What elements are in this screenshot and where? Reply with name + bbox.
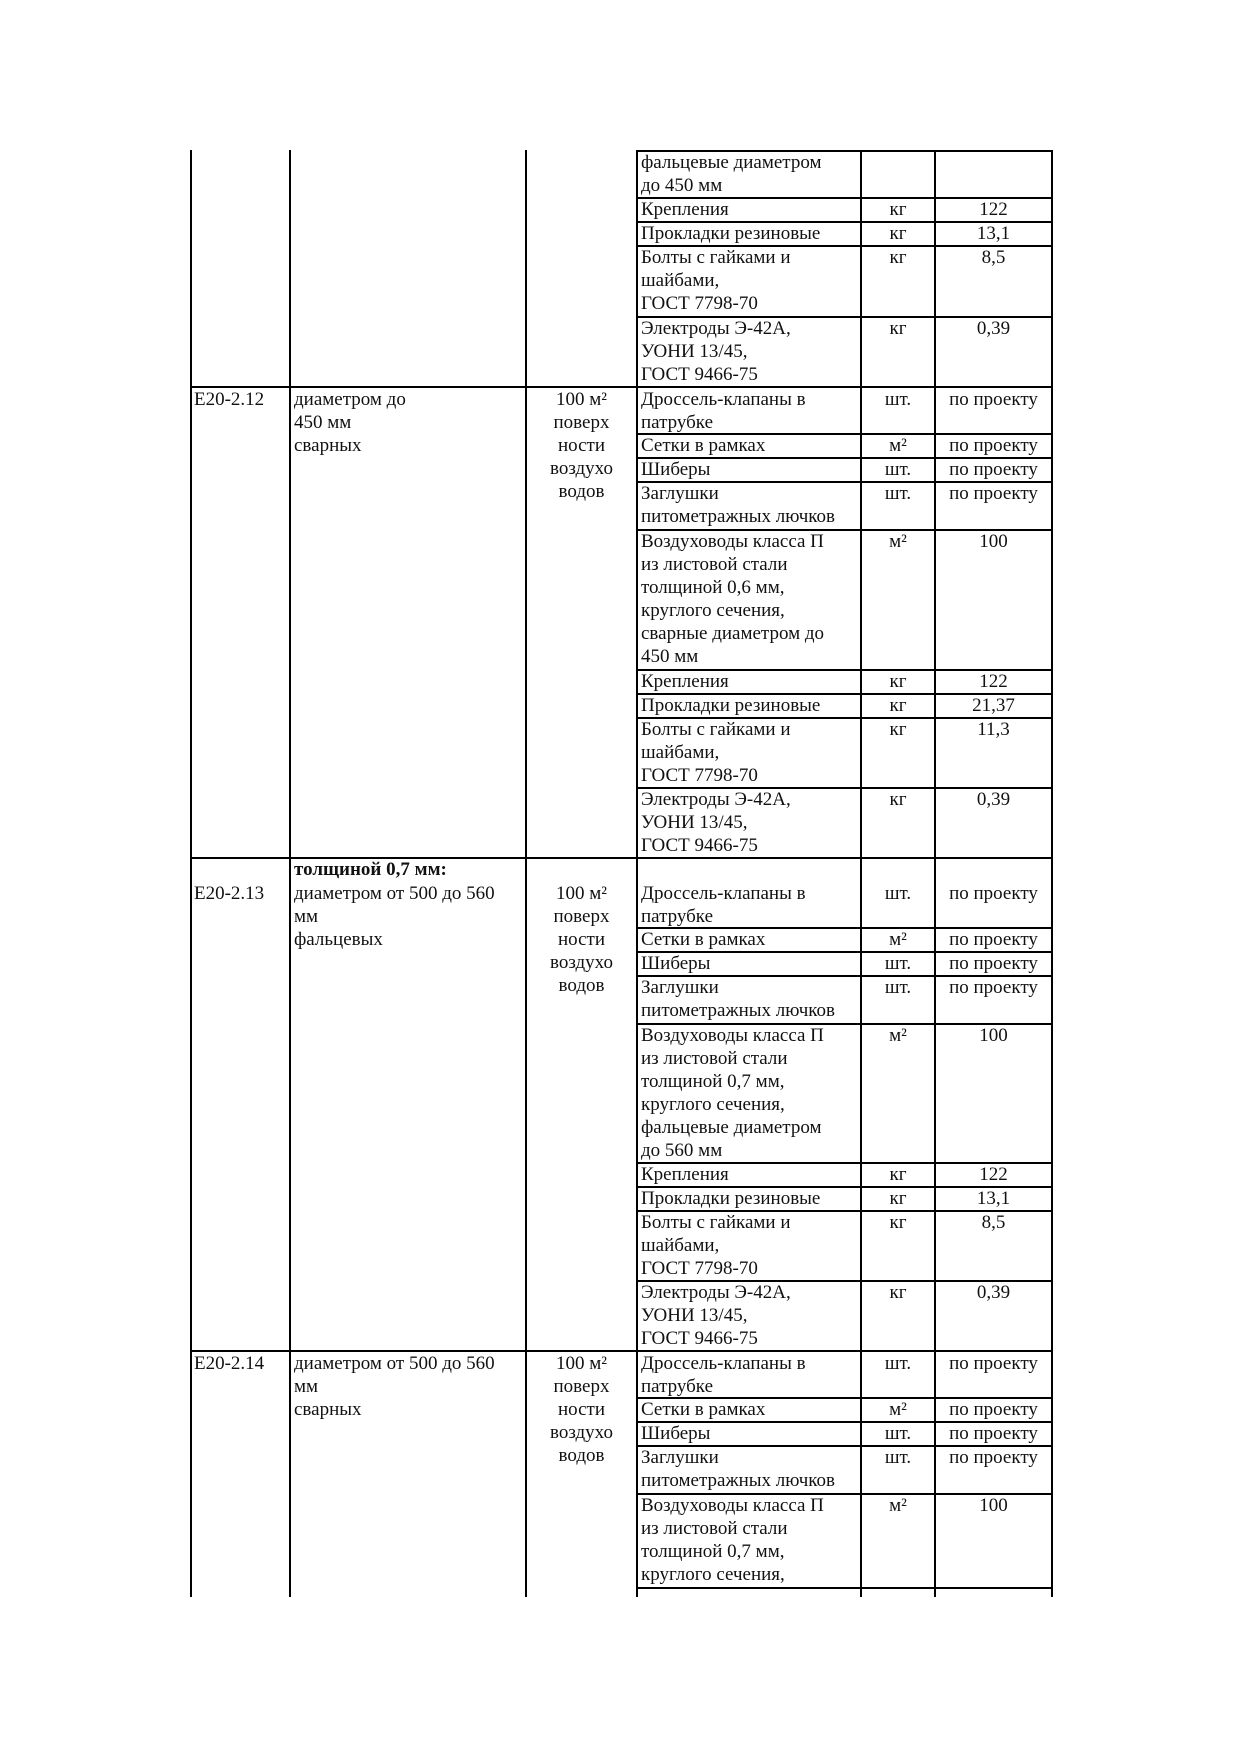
- material-unit: шт.: [884, 883, 912, 904]
- material-qty: по проекту: [949, 435, 1038, 456]
- material-qty: по проекту: [949, 883, 1038, 904]
- material-unit: кг: [889, 1212, 907, 1233]
- material-unit: шт.: [884, 977, 912, 998]
- material-name: Дроссель-клапаны в патрубке: [641, 1353, 806, 1397]
- item-code: Е20-2.13: [194, 883, 265, 904]
- material-name: Сетки в рамках: [641, 1399, 766, 1420]
- material-name: Прокладки резиновые: [641, 223, 821, 244]
- material-qty: по проекту: [949, 1423, 1038, 1444]
- material-unit: кг: [889, 199, 907, 220]
- material-unit: м²: [889, 1025, 907, 1046]
- material-qty: 11,3: [977, 719, 1010, 740]
- material-qty: по проекту: [949, 929, 1038, 950]
- material-unit: кг: [889, 1164, 907, 1185]
- material-qty: 100: [979, 1495, 1008, 1516]
- material-unit: кг: [889, 223, 907, 244]
- material-qty: 100: [979, 1025, 1008, 1046]
- item-unit: 100 м² поверх ности воздухо водов: [550, 883, 613, 996]
- material-name: Дроссель-клапаны в патрубке: [641, 883, 806, 927]
- material-qty: 122: [979, 1164, 1008, 1185]
- material-unit: м²: [889, 435, 907, 456]
- material-name: Электроды Э-42А, УОНИ 13/45, ГОСТ 9466-75: [641, 1282, 791, 1349]
- material-name: Болты с гайками и шайбами, ГОСТ 7798-70: [641, 247, 791, 314]
- material-name: Заглушки питометражных лючков: [641, 483, 836, 527]
- table-col-divider: [289, 150, 291, 1597]
- item-unit: 100 м² поверх ности воздухо водов: [550, 1353, 613, 1466]
- item-description: диаметром от 500 до 560 мм сварных: [294, 1353, 495, 1420]
- material-name: Воздуховоды класса П из листовой стали толщиной 0,7 мм, круглого сечения,: [641, 1495, 824, 1585]
- item-unit: 100 м² поверх ности воздухо водов: [550, 389, 613, 502]
- material-unit: м²: [889, 929, 907, 950]
- material-qty: по проекту: [949, 953, 1038, 974]
- material-name: Болты с гайками и шайбами, ГОСТ 7798-70: [641, 719, 791, 786]
- material-unit: кг: [889, 247, 907, 268]
- section-heading: толщиной 0,7 мм:: [294, 859, 447, 880]
- material-qty: 21,37: [972, 695, 1015, 716]
- table-border-left: [190, 150, 192, 1597]
- material-unit: шт.: [884, 389, 912, 410]
- table-col-divider: [860, 150, 862, 1597]
- material-name: фальцевые диаметром до 450 мм: [641, 152, 822, 196]
- material-name: Заглушки питометражных лючков: [641, 1447, 836, 1491]
- material-qty: 122: [979, 671, 1008, 692]
- material-unit: м²: [889, 531, 907, 552]
- material-name: Прокладки резиновые: [641, 695, 821, 716]
- material-name: Сетки в рамках: [641, 929, 766, 950]
- material-qty: по проекту: [949, 389, 1038, 410]
- table-col-divider: [934, 150, 936, 1597]
- material-unit: шт.: [884, 483, 912, 504]
- item-description: диаметром до 450 мм сварных: [294, 389, 406, 456]
- material-unit: шт.: [884, 1447, 912, 1468]
- material-qty: 0,39: [976, 789, 1011, 810]
- material-unit: кг: [889, 318, 907, 339]
- material-unit: кг: [889, 1282, 907, 1303]
- material-name: Болты с гайками и шайбами, ГОСТ 7798-70: [641, 1212, 791, 1279]
- material-qty: по проекту: [949, 1399, 1038, 1420]
- material-unit: шт.: [884, 1423, 912, 1444]
- material-qty: 0,39: [976, 1282, 1011, 1303]
- material-unit: м²: [889, 1495, 907, 1516]
- material-qty: 13,1: [976, 1188, 1011, 1209]
- material-name: Крепления: [641, 1164, 729, 1185]
- material-unit: шт.: [884, 953, 912, 974]
- material-name: Электроды Э-42А, УОНИ 13/45, ГОСТ 9466-75: [641, 789, 791, 856]
- material-unit: кг: [889, 1188, 907, 1209]
- material-qty: 8,5: [981, 247, 1006, 268]
- material-name: Дроссель-клапаны в патрубке: [641, 389, 806, 433]
- material-unit: м²: [889, 1399, 907, 1420]
- material-unit: шт.: [884, 1353, 912, 1374]
- material-unit: кг: [889, 719, 907, 740]
- material-qty: 13,1: [976, 223, 1011, 244]
- material-qty: 122: [979, 199, 1008, 220]
- material-qty: 0,39: [976, 318, 1011, 339]
- material-unit: шт.: [884, 459, 912, 480]
- item-description: диаметром от 500 до 560 мм фальцевых: [294, 883, 495, 950]
- table-border-right: [1051, 150, 1053, 1597]
- material-name: Электроды Э-42А, УОНИ 13/45, ГОСТ 9466-75: [641, 318, 791, 385]
- material-name: Шиберы: [641, 459, 711, 480]
- material-qty: 8,5: [981, 1212, 1006, 1233]
- material-qty: 100: [979, 531, 1008, 552]
- row-divider: [636, 1587, 1053, 1589]
- material-qty: по проекту: [949, 977, 1038, 998]
- material-name: Сетки в рамках: [641, 435, 766, 456]
- item-code: Е20-2.12: [194, 389, 265, 410]
- material-name: Прокладки резиновые: [641, 1188, 821, 1209]
- material-qty: по проекту: [949, 483, 1038, 504]
- material-qty: по проекту: [949, 1447, 1038, 1468]
- material-name: Воздуховоды класса П из листовой стали толщиной 0,6 мм, круглого сечения, сварные диаметром до 450 мм: [641, 531, 825, 667]
- table-col-divider: [636, 150, 638, 1597]
- material-name: Воздуховоды класса П из листовой стали толщиной 0,7 мм, круглого сечения, фальцевые диаметром до 560 мм: [641, 1025, 824, 1161]
- material-name: Шиберы: [641, 953, 711, 974]
- material-name: Шиберы: [641, 1423, 711, 1444]
- material-name: Крепления: [641, 199, 729, 220]
- material-name: Заглушки питометражных лючков: [641, 977, 836, 1021]
- material-qty: по проекту: [949, 1353, 1038, 1374]
- material-unit: кг: [889, 789, 907, 810]
- item-code: Е20-2.14: [194, 1353, 265, 1374]
- material-qty: по проекту: [949, 459, 1038, 480]
- material-unit: кг: [889, 695, 907, 716]
- material-unit: кг: [889, 671, 907, 692]
- material-name: Крепления: [641, 671, 729, 692]
